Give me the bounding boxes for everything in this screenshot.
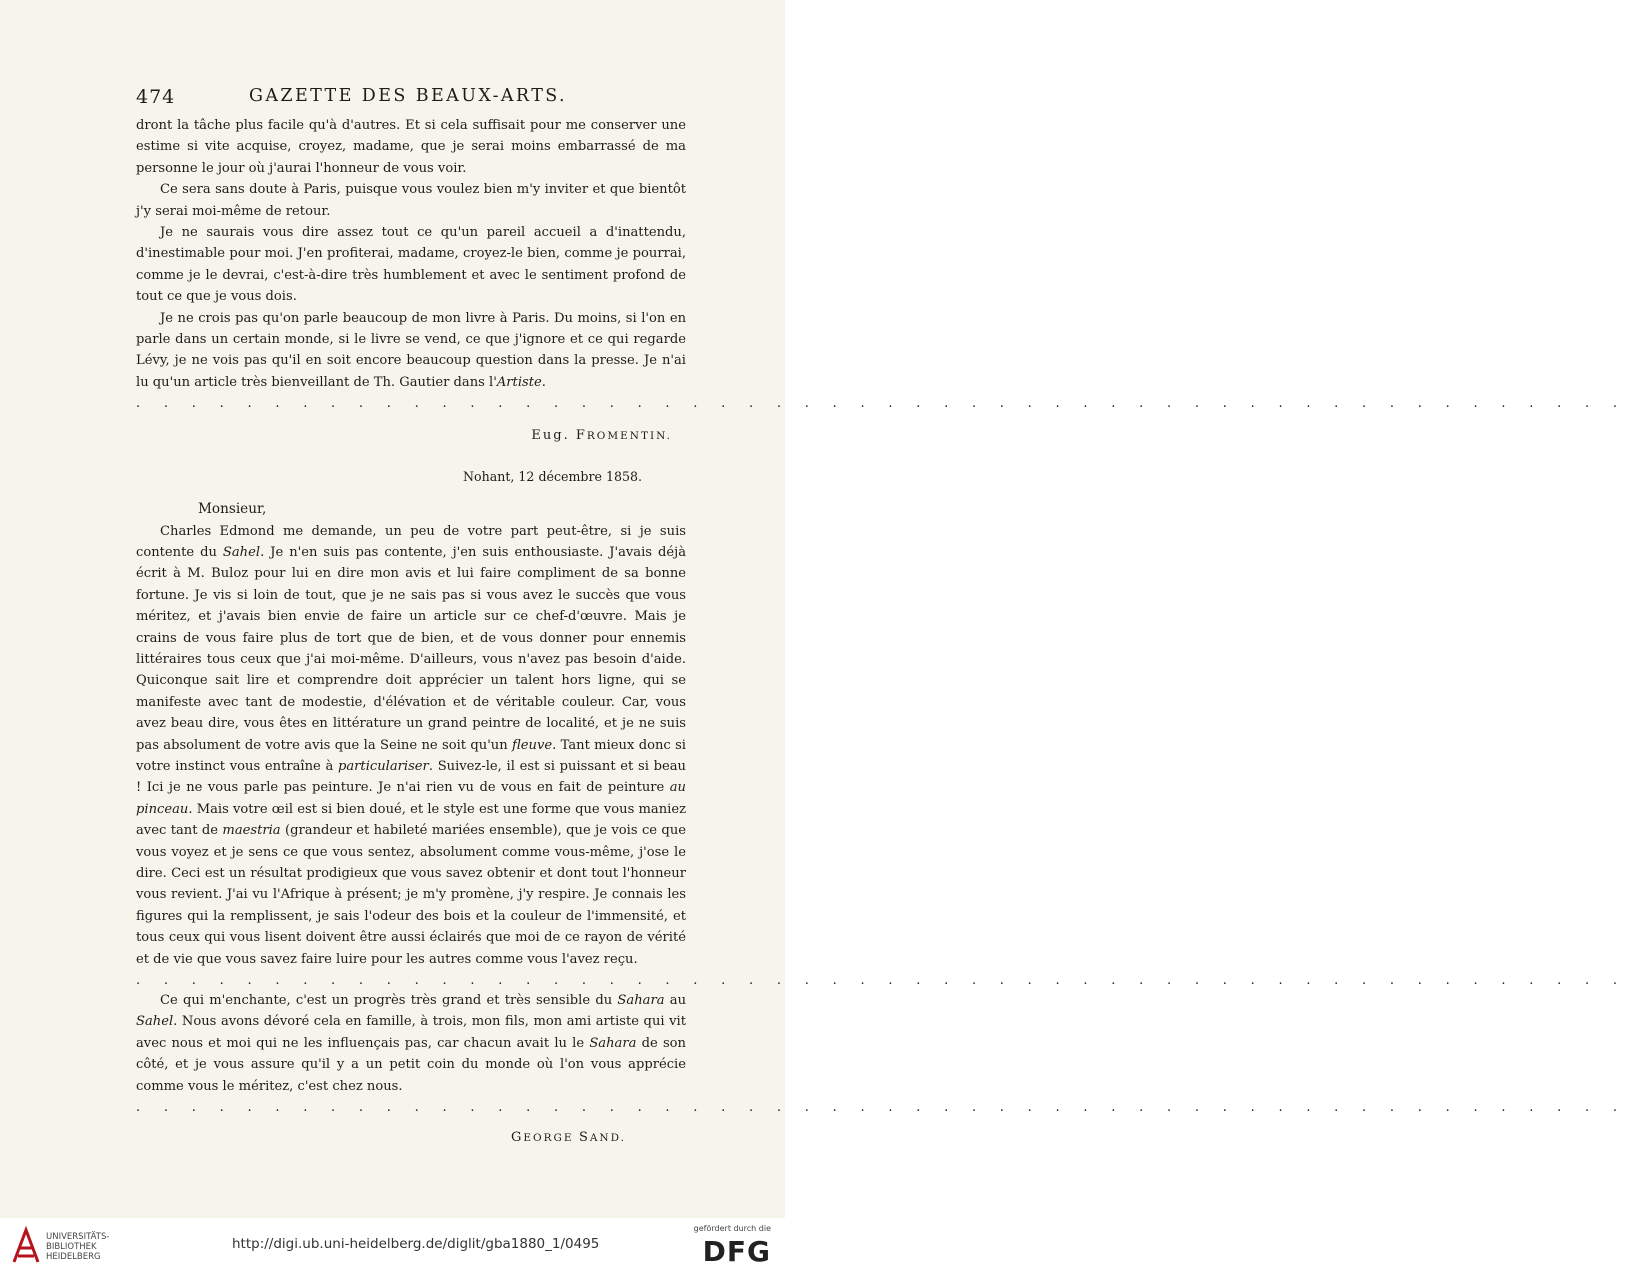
paragraph: Charles Edmond me demande, un peu de votre part peut-être, si je suis contente du Sahel. Je n'en suis pas contente, j'en suis enthousiaste. J'avais déjà écrit à M. Buloz pour lui en dire mon avis et lui faire compliment de sa bonne fortune. Je vis si loin de tout, que je ne sais pas si vous avez le succès que vous méritez, et j'avais bien envie de faire un article sur ce chef-d'œuvre. Mais je crains de vous faire plus de tort que de bien, et de vous donner pour ennemis littéraires tous ceux que j'ai moi-même. D'ailleurs, vous n'avez pas besoin d'aide. Quiconque sait lire et comprendre doit apprécier un talent hors ligne, qui se manifeste avec tant de modestie, d'élévation et de véritable couleur. Car, vous avez beau dire, vous êtes en littérature un grand peintre de localité, et je ne suis pas absolument de votre avis que la Seine ne soit qu'un fleuve. Tant mieux donc si votre instinct vous entraîne à particulariser. Suivez-le, il est si puissant et si beau ! Ici je ne vous parle pas peinture. Je n'ai rien vu de vous en fait de peinture au pinceau. Mais votre œil est si bien doué, et le style est une forme que vous maniez avec tant de maestria (grandeur et habileté mariées ensemble), que je vois ce que vous voyez et je sens ce que vous sentez, absolument comme vous-même, j'ose le dire. Ceci est un résultat prodigieux que vous savez obtenir et dont tout l'honneur vous revient. J'ai vu l'Afrique à présent; je m'y promène, j'y respire. Je connais les figures qui la remplissent, je sais l'odeur des bois et la couleur de l'immensité, et tous ceux qui vous lisent doivent être aussi éclairés que moi de ce rayon de vérité et de vie que vous savez faire luire pour les autres comme vous l'avez reçu. [136,523,686,967]
signature-fromentin: Eug. FROMENTIN. [531,428,672,444]
running-title: GAZETTE DES BEAUX-ARTS. [249,86,567,106]
library-name: UNIVERSITÄTS- BIBLIOTHEK HEIDELBERG [46,1232,110,1262]
paragraph: dront la tâche plus facile qu'à d'autres. Et si cela suffisait pour me conserver une estime si vite acquise, croyez, madame, que je serai moins embarrassé de ma personne le jour où j'aurai l'honneur de vous voir. [136,118,686,176]
page-number: 474 [136,86,176,108]
paragraph: Ce sera sans doute à Paris, puisque vous voulez bien m'y inviter et que bientôt j'y serai moi-même de retour. [136,182,686,219]
dfg-logo: DFG [702,1235,771,1268]
salutation: Monsieur, [198,501,267,518]
running-header [128,86,688,112]
ellipsis-dots: . . . . . . . . . . . . . . . . . . . . . . . . . . . . . . . . . . . . . . . . . . . . . . . . . . . . . . [136,396,1627,412]
viewer-footer [0,1218,785,1274]
ellipsis-dots: . . . . . . . . . . . . . . . . . . . . . . . . . . . . . . . . . . . . . . . . . . . . . . . . . . . . . . [136,1100,1627,1116]
paragraph: Je ne crois pas qu'on parle beaucoup de mon livre à Paris. Du moins, si l'on en parle dans un certain monde, si le livre se vend, ce que j'ignore et ce qui regarde Lévy, je ne vois pas qu'il en soit encore beaucoup question dans la presse. Je n'ai lu qu'un article très bienveillant de Th. Gautier dans l'Artiste. [136,310,686,390]
text-block [136,115,1627,1149]
signature-george-sand: GEORGE SAND. [510,1130,626,1146]
paragraph: Je ne saurais vous dire assez tout ce qu'un pareil accueil a d'inattendu, d'inestimable pour moi. J'en profiterai, madame, croyez-le bien, comme je pourrai, comme je le devrai, c'est-à-dire très humblement et avec le sentiment profond de tout ce que je vous dois. [136,225,686,305]
paragraph: Ce qui m'enchante, c'est un progrès très grand et très sensible du Sahara au Sahel. Nous avons dévoré cela en famille, à trois, mon fils, mon ami artiste qui vit avec nous et moi qui ne les influençais pas, car chacun avait lu le Sahara de son côté, et je vous assure qu'il y a un petit coin du monde où l'on vous apprécie comme vous le méritez, c'est chez nous. [136,993,686,1094]
dateline: Nohant, 12 décembre 1858. [463,468,642,484]
university-library-logo-icon [10,1226,42,1266]
funding-note: gefördert durch die [693,1224,771,1233]
ellipsis-dots: . . . . . . . . . . . . . . . . . . . . . . . . . . . . . . . . . . . . . . . . . . . . . . . . . . . . . . [136,973,1627,989]
permalink-url[interactable]: http://digi.ub.uni-heidelberg.de/diglit/gba1880_1/0495 [232,1236,600,1252]
